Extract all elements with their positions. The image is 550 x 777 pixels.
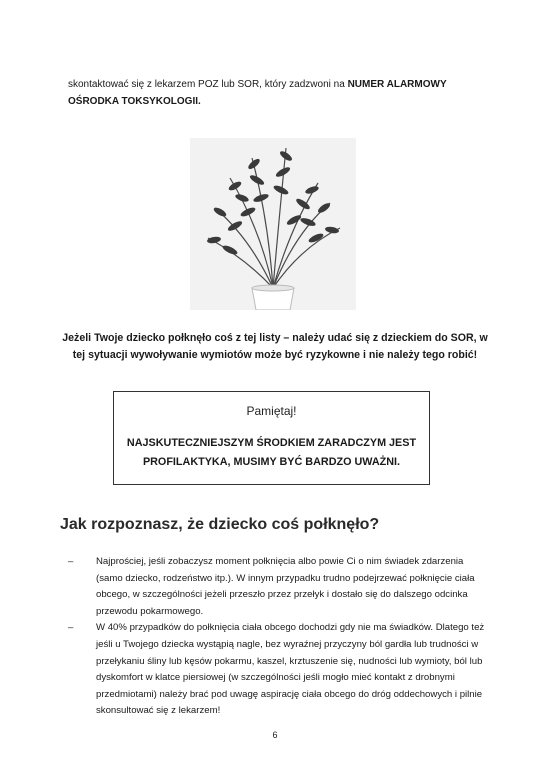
remember-text: NAJSKUTECZNIEJSZYM ŚRODKIEM ZARADCZYM JEST PROFILAKTYKA, MUSIMY BYĆ BARDZO UWAŻNI. (126, 437, 417, 468)
remember-title: Pamiętaj! (246, 404, 297, 418)
plant-photo (190, 138, 356, 310)
intro-emphasis: NUMER ALARMOWY OŚRODKA TOKSYKOLOGII. (68, 79, 447, 107)
bullet-marker: – (68, 556, 74, 567)
remember-box (113, 391, 430, 485)
list-item (68, 620, 488, 720)
intro-text: skontaktować się z lekarzem POZ lub SOR, który zadzwoni na (68, 79, 348, 90)
zz-plant-image (190, 138, 356, 310)
intro-paragraph (68, 76, 468, 110)
bullet-marker: – (68, 622, 74, 634)
list-item-text: Najprościej, jeśli zobaczysz moment połknięcia albo powie Ci o nim świadek zdarzenia (samo dziecko, rodzeństwo itp.). W innym przypadku trudno podejrzewać połknięcie ciała obcego, w szczególności jeżeli przeszło przez przełyk i dostało się do dalszego odcinka przewodu pokarmowego. (96, 556, 475, 617)
page-number: 6 (272, 730, 278, 740)
list-item (68, 554, 488, 620)
bullet-list (68, 554, 488, 720)
warning-paragraph: Jeżeli Twoje dziecko połknęło coś z tej listy – należy udać się z dzieckiem do SOR, w tej sytuacji wywoływanie wymiotów może być ryzykowne i nie należy tego robić! (62, 332, 488, 361)
section-heading: Jak rozpoznasz, że dziecko coś połknęło? (60, 516, 380, 533)
list-item-text: W 40% przypadków do połknięcia ciała obcego dochodzi gdy nie ma świadków. Dlatego też jeśli u Twojego dziecka wystąpią nagle, bez wyraźnej przyczyny ból gardła lub trudności w przełykaniu śliny lub kęsów pokarmu, kaszel, krztuszenie się, nudności lub wymioty, ból lub dyskomfort w klatce piersiowej (w szczególności jeśli mogło mieć kontakt z drobnymi przedmiotami) należy brać pod uwagę aspirację ciała obcego do dróg oddechowych i pilnie skonsultować się z lekarzem! (96, 622, 485, 717)
